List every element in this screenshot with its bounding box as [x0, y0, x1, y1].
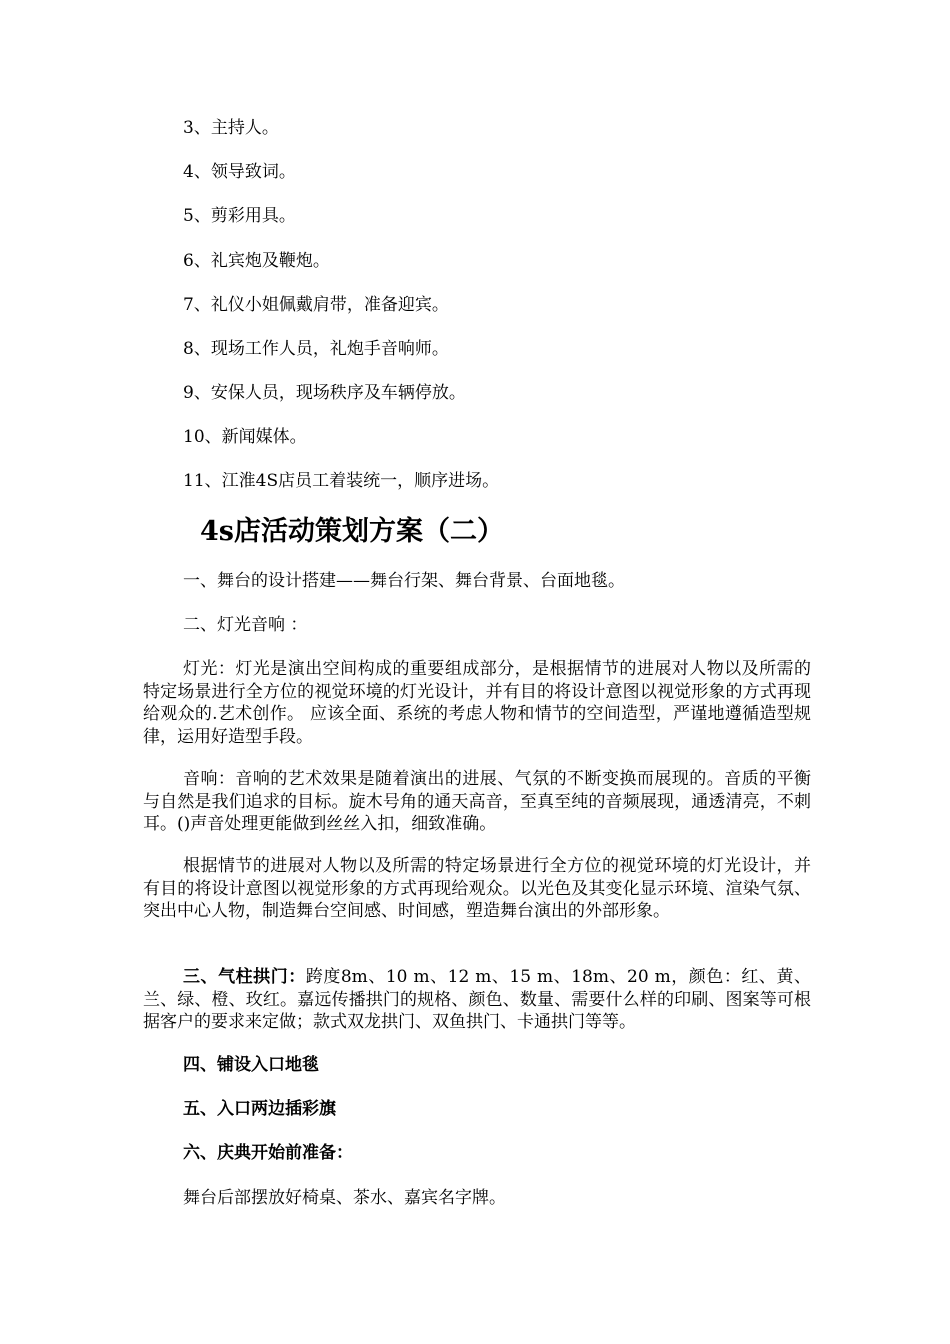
list-item: 4、领导致词。: [183, 162, 296, 182]
lighting-paragraph: 灯光：灯光是演出空间构成的重要组成部分，是根据情节的进展对人物以及所需的特定场景进行全方位的视觉环境的灯光设计，并有目的将设计意图以视觉形象的方式再现给观众的.艺术创作。 应该全面、系统的考虑人物和情节的空间造型，严谨地遵循造型规律，运用好造型手段。: [143, 659, 811, 747]
arch-body: 跨度8m、10 m、12 m、15 m、18m、20 m，颜色：红、黄、兰、绿、橙、玫红。嘉远传播拱门的规格、颜色、数量、需要什么样的印刷、图案等可根据客户的要求来定做；款式双龙拱门、双鱼拱门、卡通拱门等等。: [143, 967, 812, 1033]
list-item: 3、主持人。: [183, 118, 279, 138]
prep-body: 舞台后部摆放好椅桌、茶水、嘉宾名字牌。: [183, 1188, 506, 1208]
carpet-heading: 四、铺设入口地毯: [183, 1055, 319, 1075]
list-item: 5、剪彩用具。: [183, 206, 296, 226]
arch-paragraph: [143, 966, 811, 1034]
list-item: 8、现场工作人员，礼炮手音响师。: [183, 339, 449, 359]
plot-paragraph: 根据情节的进展对人物以及所需的特定场景进行全方位的视觉环境的灯光设计，并有目的将设计意图以视觉形象的方式再现给观众。以光色及其变化显示环境、渲染气氛、突出中心人物，制造舞台空间感、时间感，塑造舞台演出的外部形象。: [143, 856, 811, 922]
list-item: 10、新闻媒体。: [183, 427, 307, 447]
list-item: 9、安保人员，现场秩序及车辆停放。: [183, 383, 466, 403]
list-item: 7、礼仪小姐佩戴肩带，准备迎宾。: [183, 295, 449, 315]
list-item: 6、礼宾炮及鞭炮。: [183, 251, 330, 271]
section-title: 4s店活动策划方案（二）: [200, 516, 504, 547]
lighting-sound-heading: 二、灯光音响 ：: [183, 615, 308, 635]
list-item: 11、江淮4S店员工着装统一，顺序进场。: [183, 471, 500, 491]
prep-heading: 六、庆典开始前准备：: [183, 1143, 353, 1163]
stage-heading: 一、舞台的设计搭建——舞台行架、舞台背景、台面地毯。: [183, 571, 625, 591]
arch-heading: 三、气柱拱门：: [183, 967, 306, 987]
flags-heading: 五、入口两边插彩旗: [183, 1099, 336, 1119]
sound-paragraph: 音响：音响的艺术效果是随着演出的进展、气氛的不断变换而展现的。音质的平衡与自然是我们追求的目标。旋木号角的通天高音，至真至纯的音频展现，通透清亮，不刺耳。()声音处理更能做到丝丝入扣，细致准确。: [143, 769, 811, 835]
